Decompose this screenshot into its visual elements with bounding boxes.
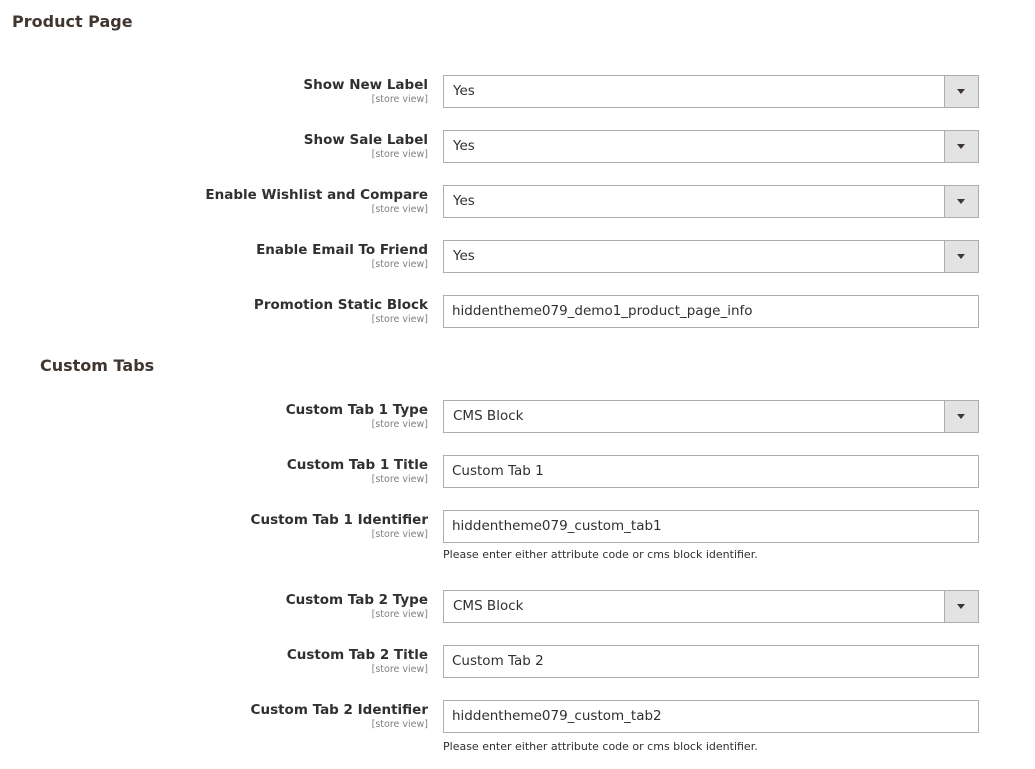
field-value: Yes [453, 138, 475, 154]
scope-label: [store view] [371, 719, 428, 730]
scope-label: [store view] [371, 259, 428, 270]
scope-label: [store view] [371, 474, 428, 485]
promotion-static-block-input[interactable] [443, 295, 979, 328]
dropdown-button[interactable] [944, 131, 978, 162]
field-label-text: Show New Label [303, 77, 428, 93]
field-label [286, 402, 428, 431]
field-value: Custom Tab 2 [452, 653, 544, 669]
field-value: hiddentheme079_custom_tab2 [452, 708, 662, 724]
field-label [286, 592, 428, 621]
field-label-text: Enable Email To Friend [256, 242, 428, 258]
field-label-text: Custom Tab 2 Type [285, 592, 428, 608]
chevron-down-icon [957, 604, 965, 609]
show-sale-label-select[interactable] [443, 130, 979, 163]
field-label-text: Promotion Static Block [253, 297, 428, 313]
custom-tab-2-type-select[interactable] [443, 590, 979, 623]
config-row-show-sale-label [0, 130, 1035, 163]
section-title-product-page: Product Page [12, 12, 133, 31]
field-label [251, 702, 428, 731]
field-label-text: Enable Wishlist and Compare [205, 187, 428, 203]
field-value: CMS Block [453, 408, 524, 424]
custom-tab-1-identifier-input[interactable] [443, 510, 979, 543]
chevron-down-icon [957, 199, 965, 204]
dropdown-button[interactable] [944, 76, 978, 107]
config-row-custom-tab-1-title [0, 455, 1035, 488]
config-row-custom-tab-1-type [0, 400, 1035, 433]
dropdown-button[interactable] [944, 186, 978, 217]
dropdown-button[interactable] [944, 591, 978, 622]
scope-label: [store view] [371, 204, 428, 215]
identifier-note-2: Please enter either attribute code or cms block identifier. [443, 740, 758, 753]
field-label-text: Custom Tab 2 Title [286, 647, 428, 663]
field-value: CMS Block [453, 598, 524, 614]
scope-label: [store view] [371, 94, 428, 105]
scope-label: [store view] [371, 314, 428, 325]
field-label [287, 647, 428, 676]
dropdown-button[interactable] [944, 401, 978, 432]
field-value: Yes [453, 83, 475, 99]
scope-label: [store view] [371, 609, 428, 620]
custom-tab-2-identifier-input[interactable] [443, 700, 979, 733]
custom-tab-1-type-select[interactable] [443, 400, 979, 433]
config-row-enable-email-to-friend [0, 240, 1035, 273]
chevron-down-icon [957, 254, 965, 259]
field-label [256, 242, 428, 271]
section-title-custom-tabs: Custom Tabs [40, 356, 155, 375]
field-label [287, 457, 428, 486]
field-label-text: Custom Tab 1 Identifier [250, 512, 428, 528]
field-value: hiddentheme079_custom_tab1 [452, 518, 662, 534]
custom-tab-2-title-input[interactable] [443, 645, 979, 678]
dropdown-button[interactable] [944, 241, 978, 272]
identifier-note-1: Please enter either attribute code or cms block identifier. [443, 548, 758, 561]
config-row-enable-wishlist-and-compare [0, 185, 1035, 218]
field-label [303, 77, 428, 106]
field-value: Custom Tab 1 [452, 463, 544, 479]
config-row-promotion-static-block [0, 295, 1035, 328]
field-label-text: Custom Tab 2 Identifier [250, 702, 428, 718]
field-label-text: Show Sale Label [303, 132, 428, 148]
show-new-label-select[interactable] [443, 75, 979, 108]
config-row-show-new-label [0, 75, 1035, 108]
field-label-text: Custom Tab 1 Type [285, 402, 428, 418]
config-row-custom-tab-2-type [0, 590, 1035, 623]
scope-label: [store view] [371, 529, 428, 540]
field-label-text: Custom Tab 1 Title [286, 457, 428, 473]
config-row-custom-tab-1-identifier [0, 510, 1035, 543]
field-value: Yes [453, 193, 475, 209]
field-value: hiddentheme079_demo1_product_page_info [452, 303, 753, 319]
custom-tab-1-title-input[interactable] [443, 455, 979, 488]
config-row-custom-tab-2-title [0, 645, 1035, 678]
scope-label: [store view] [371, 149, 428, 160]
enable-wishlist-and-compare-select[interactable] [443, 185, 979, 218]
field-label [254, 297, 428, 326]
enable-email-to-friend-select[interactable] [443, 240, 979, 273]
chevron-down-icon [957, 144, 965, 149]
field-label [251, 512, 428, 541]
field-label [205, 187, 428, 216]
field-label [304, 132, 428, 161]
scope-label: [store view] [371, 664, 428, 675]
chevron-down-icon [957, 414, 965, 419]
field-value: Yes [453, 248, 475, 264]
config-row-custom-tab-2-identifier [0, 700, 1035, 733]
chevron-down-icon [957, 89, 965, 94]
scope-label: [store view] [371, 419, 428, 430]
